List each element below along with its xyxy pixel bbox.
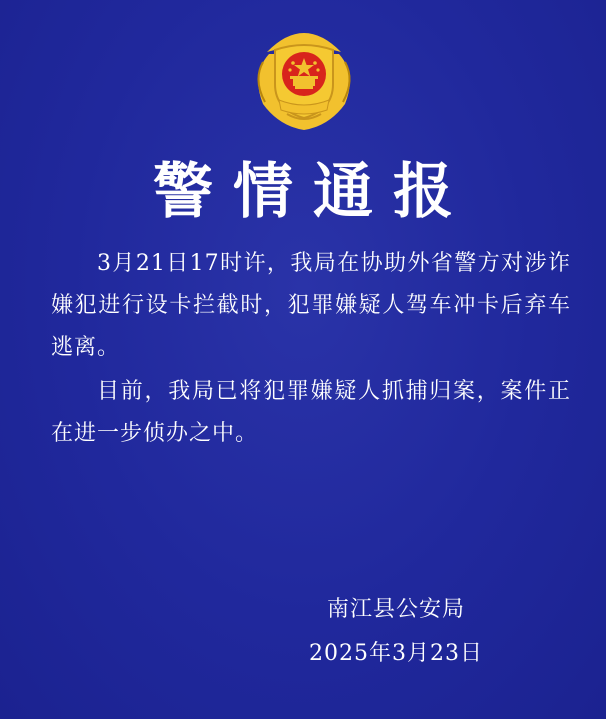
police-badge-icon: [249, 14, 359, 134]
notice-paragraph: 目前，我局已将犯罪嫌疑人抓捕归案，案件正在进一步侦办之中。: [51, 379, 571, 446]
issuer-name: 南江县公安局: [326, 597, 465, 622]
notice-paragraph: 3月21日17时许，我局在协助外省警方对涉诈嫌犯进行设卡拦截时，犯罪嫌疑人驾车冲卡后弃车逃离。: [51, 251, 571, 360]
notice-body: [51, 243, 571, 455]
notice-title: 警情通报: [153, 157, 473, 227]
signature-block: [296, 588, 496, 676]
issue-date: 2025年3月23日: [309, 641, 483, 666]
